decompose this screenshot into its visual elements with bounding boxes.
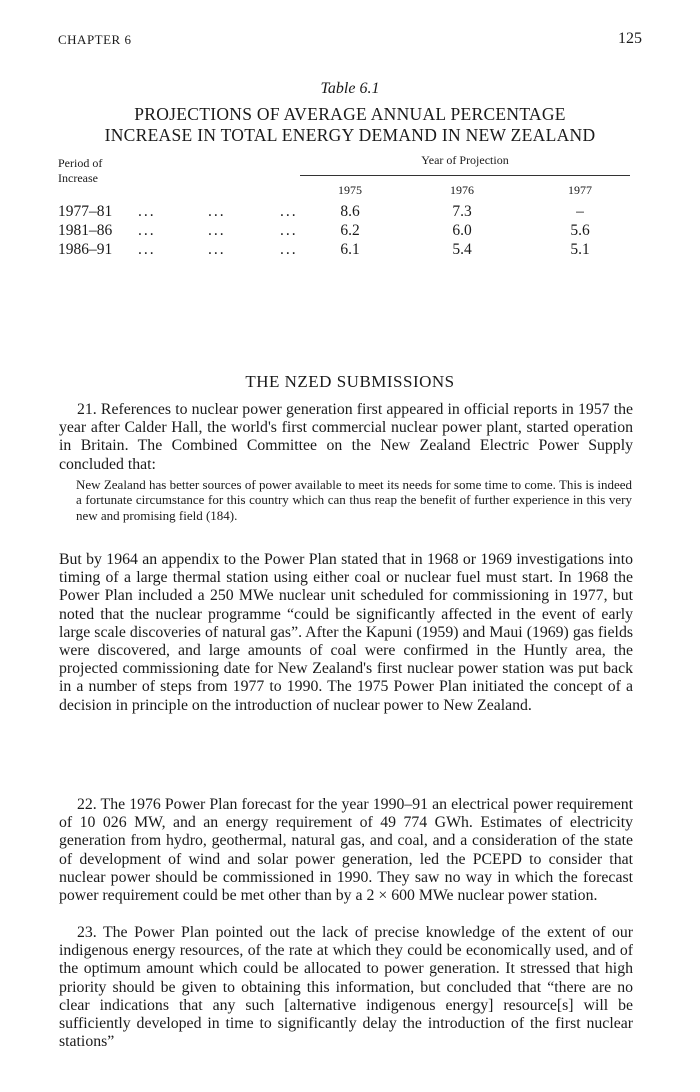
leader-dots: ...: [208, 222, 226, 239]
paragraph-21-continued-text: But by 1964 an appendix to the Power Plan stated that in 1968 or 1969 investigations into timing of a large thermal station using either coal or nuclear fuel must start. In 1968 the Power Plan included a 250 MWe nuclear unit scheduled for commissioning in 1977, but noted that the nuclear programme “could be significantly affected in the event of early large scale discoveries of natural gas”. After the Kapuni (1959) and Maui (1969) gas fields were discovered, and large amounts of coal were confirmed in the Huntly area, the projected commissioning date for New Zealand's first nuclear power station was put back in a number of steps from 1977 to 1990. The 1975 Power Plan initiated the concept of a decision in principle on the introduction of nuclear power to New Zealand.: [59, 551, 633, 714]
row-period: 1977–81: [58, 203, 113, 220]
leader-dots: ...: [208, 241, 226, 258]
cell-1977: 5.6: [570, 222, 590, 239]
cell-1975: 6.2: [340, 222, 360, 239]
paragraph-22-text: 22. The 1976 Power Plan forecast for the year 1990–91 an electrical power requirement of 10 026 MW, and an energy requirement of 49 774 GWh. Estimates of electricity generation from hydro, geothermal, natural gas, and coal, and a consideration of the state of development of wind and solar power generation, led the PCEPD to consider that nuclear power should be commissioned in 1990. They saw no way in which the forecast power requirement could be met other than by a 2 × 600 MWe nuclear power station.: [59, 796, 633, 905]
running-head: [58, 30, 642, 52]
section-heading: THE NZED SUBMISSIONS: [245, 372, 455, 391]
cell-1975: 6.1: [340, 241, 360, 258]
period-header-line-2: Increase: [58, 171, 98, 185]
row-period: 1981–86: [58, 222, 113, 239]
leader-dots: ...: [280, 203, 298, 220]
leader-dots: ...: [138, 203, 156, 220]
cell-1977: –: [576, 203, 584, 220]
block-quote: [76, 477, 632, 523]
paragraph-23: [59, 924, 633, 1051]
table-header-rule: [300, 175, 630, 176]
cell-1976: 7.3: [452, 203, 472, 220]
paragraph-22: [59, 796, 633, 905]
chapter-label: CHAPTER 6: [58, 32, 132, 47]
row-period: 1986–91: [58, 241, 113, 258]
paragraph-23-text: 23. The Power Plan pointed out the lack of precise knowledge of the extent of our indigenous energy resources, of the rate at which they could be economically used, and of the optimum amount which could be allocated to power generation. It stressed that high priority should be given to obtaining this information, but concluded that “there are no clear indications that any such [alternative indigenous energy] resource[s] will be sufficiently developed in time to significantly delay the introduction of the first nuclear stations”: [59, 924, 633, 1051]
year-of-projection-header: Year of Projection: [421, 153, 509, 167]
year-column-1977: 1977: [568, 183, 592, 197]
leader-dots: ...: [280, 222, 298, 239]
leader-dots: ...: [208, 203, 226, 220]
period-column-header: [58, 156, 102, 186]
leader-dots: ...: [280, 241, 298, 258]
cell-1977: 5.1: [570, 241, 590, 258]
year-column-1975: 1975: [338, 183, 362, 197]
table-number: Table 6.1: [320, 80, 380, 97]
table-title-line-2: INCREASE IN TOTAL ENERGY DEMAND IN NEW ZEALAND: [104, 125, 596, 145]
table-title: [40, 104, 660, 146]
period-header-line-1: Period of: [58, 156, 103, 170]
page-number: 125: [618, 30, 642, 47]
paragraph-21: [59, 401, 633, 474]
leader-dots: ...: [138, 241, 156, 258]
year-column-1976: 1976: [450, 183, 474, 197]
leader-dots: ...: [138, 222, 156, 239]
cell-1975: 8.6: [340, 203, 360, 220]
table-title-line-1: PROJECTIONS OF AVERAGE ANNUAL PERCENTAGE: [134, 104, 566, 124]
cell-1976: 5.4: [452, 241, 472, 258]
cell-1976: 6.0: [452, 222, 472, 239]
block-quote-text: New Zealand has better sources of power available to meet its needs for some time to come. This is indeed a fortunate circumstance for this country which can thus reap the benefit of further experience in this very new and promising field (184).: [76, 477, 632, 523]
paragraph-21-text: 21. References to nuclear power generation first appeared in official reports in 1957 the year after Calder Hall, the world's first commercial nuclear power plant, started operation in Britain. The Combined Committee on the New Zealand Electric Power Supply concluded that:: [59, 401, 633, 473]
paragraph-21-continued: [59, 551, 633, 715]
